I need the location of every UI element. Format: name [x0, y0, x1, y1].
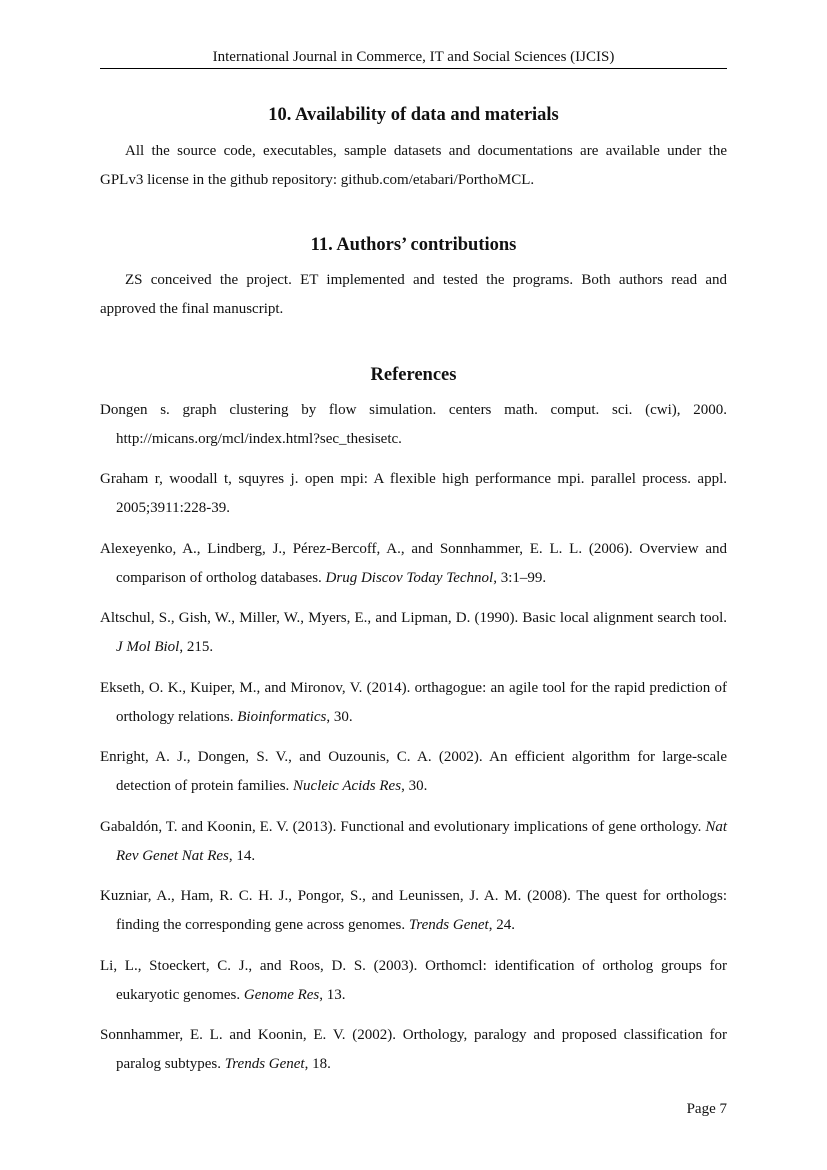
reference-journal: Bioinformatics — [237, 708, 327, 725]
reference-volume: , 30. — [401, 777, 428, 794]
reference-text: Alexeyenko, A., Lindberg, J., Pérez-Bercoff, A., and Sonnhammer, E. L. L. (2006). Overview and comparison of ortholog databases. — [100, 541, 727, 586]
reference-volume: , 13. — [319, 986, 346, 1003]
page-number: Page 7 — [686, 1101, 727, 1117]
reference-item — [100, 1021, 727, 1078]
reference-item — [100, 674, 727, 731]
reference-journal: Drug Discov Today Technol — [325, 569, 494, 586]
reference-volume: , 24. — [488, 916, 515, 933]
section-title-availability: 10. Availability of data and materials — [268, 105, 559, 125]
reference-item — [100, 952, 727, 1009]
reference-volume: , 18. — [304, 1055, 331, 1072]
reference-journal: Genome Res — [243, 986, 320, 1003]
references-title: References — [370, 365, 457, 385]
reference-text: Altschul, S., Gish, W., Miller, W., Myers, E., and Lipman, D. (1990). Basic local alignment search tool. — [100, 610, 727, 626]
reference-journal: J Mol Biol — [116, 638, 180, 655]
reference-item — [100, 604, 727, 661]
reference-journal: Nucleic Acids Res — [293, 777, 402, 794]
reference-item — [100, 465, 727, 522]
reference-item — [100, 813, 727, 870]
running-header: International Journal in Commerce, IT and Social Sciences (IJCIS) — [212, 49, 615, 65]
reference-journal: Trends Genet — [224, 1055, 305, 1072]
reference-text: Ekseth, O. K., Kuiper, M., and Mironov, V. (2014). orthagogue: an agile tool for the rapid prediction of orthology relations. — [100, 680, 727, 725]
reference-text: Kuzniar, A., Ham, R. C. H. J., Pongor, S., and Leunissen, J. A. M. (2008). The quest for orthologs: finding the corresponding gene across genomes. — [100, 888, 727, 933]
section-body-contributions: ZS conceived the project. ET implemented and tested the programs. Both authors read and approved the final manuscript. — [100, 272, 727, 317]
reference-text: Sonnhammer, E. L. and Koonin, E. V. (2002). Orthology, paralogy and proposed classification for paralog subtypes. — [100, 1027, 727, 1072]
reference-text: Gabaldón, T. and Koonin, E. V. (2013). Functional and evolutionary implications of gene orthology. — [100, 819, 706, 835]
reference-volume: , 14. — [228, 847, 256, 864]
reference-journal: Nat Rev Genet Nat Res — [116, 819, 727, 864]
header-divider — [100, 68, 727, 69]
reference-journal: Trends Genet — [408, 916, 489, 933]
section-body-availability: All the source code, executables, sample datasets and documentations are available under the GPLv3 license in the github repository: github.com/etabari/PorthoMCL. — [100, 143, 727, 188]
reference-text: Graham r, woodall t, squyres j. open mpi: A flexible high performance mpi. parallel process. appl. 2005;3911:228-39. — [100, 471, 727, 516]
reference-text: Li, L., Stoeckert, C. J., and Roos, D. S. (2003). Orthomcl: identification of ortholog groups for eukaryotic genomes. — [100, 958, 727, 1003]
reference-item — [100, 535, 727, 592]
reference-text: Enright, A. J., Dongen, S. V., and Ouzounis, C. A. (2002). An efficient algorithm for large-scale detection of protein families. — [100, 749, 727, 794]
reference-item — [100, 743, 727, 800]
reference-text: Dongen s. graph clustering by flow simulation. centers math. comput. sci. (cwi), 2000. http://micans.org/mcl/index.html?sec_thesisetc. — [100, 402, 727, 447]
section-title-contributions: 11. Authors’ contributions — [310, 235, 517, 255]
reference-volume: , 3:1–99. — [493, 569, 547, 586]
reference-item — [100, 396, 727, 453]
reference-volume: , 215. — [179, 638, 214, 655]
reference-item — [100, 882, 727, 939]
reference-volume: , 30. — [326, 708, 353, 725]
